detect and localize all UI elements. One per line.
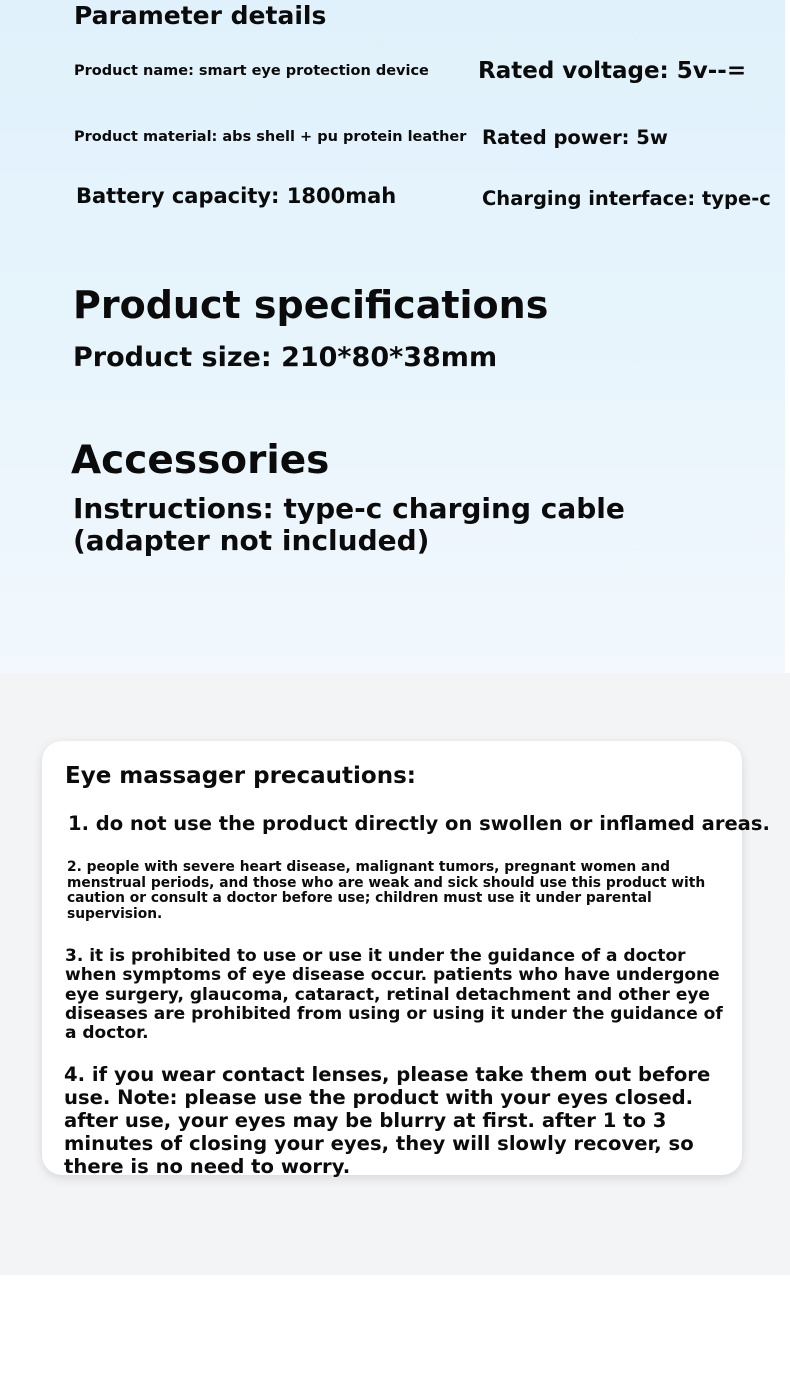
rated-voltage-text: Rated voltage: 5v--= [478, 58, 747, 84]
parameter-details-heading: Parameter details [74, 1, 327, 30]
product-material-text: Product material: abs shell + pu protein leather [74, 129, 467, 145]
precaution-item-4: 4. if you wear contact lenses, please take them out before use. Note: please use the product with your eyes closed. after use, your eyes may be blurry at first. after 1 to 3 minutes of closing your eyes, they will slowly recover, so there is no need to worry. [64, 1063, 711, 1178]
charging-interface-text: Charging interface: type-c [482, 187, 771, 210]
accessories-text: Instructions: type-c charging cable (adapter not included) [73, 492, 625, 557]
precaution-item-3: 3. it is prohibited to use or use it under the guidance of a doctor when symptoms of eye disease occur. patients who have undergone eye surgery, glaucoma, cataract, retinal detachment and other eye diseases are prohibited from using or using it under the guidance of a doctor. [65, 946, 723, 1044]
precaution-item-1: 1. do not use the product directly on swollen or inflamed areas. [68, 812, 770, 835]
product-specifications-heading: Product specifications [73, 283, 549, 327]
precaution-item-2: 2. people with severe heart disease, malignant tumors, pregnant women and menstrual periods, and those who are weak and sick should use this product with caution or consult a doctor before use; children must use it under parental supervision. [67, 859, 706, 922]
battery-capacity-text: Battery capacity: 1800mah [76, 184, 397, 208]
product-size-text: Product size: 210*80*38mm [73, 342, 498, 373]
precautions-heading: Eye massager precautions: [65, 763, 416, 789]
product-name-text: Product name: smart eye protection device [74, 63, 429, 79]
accessories-heading: Accessories [71, 438, 330, 483]
specification-section [0, 0, 785, 673]
rated-power-text: Rated power: 5w [482, 126, 668, 149]
